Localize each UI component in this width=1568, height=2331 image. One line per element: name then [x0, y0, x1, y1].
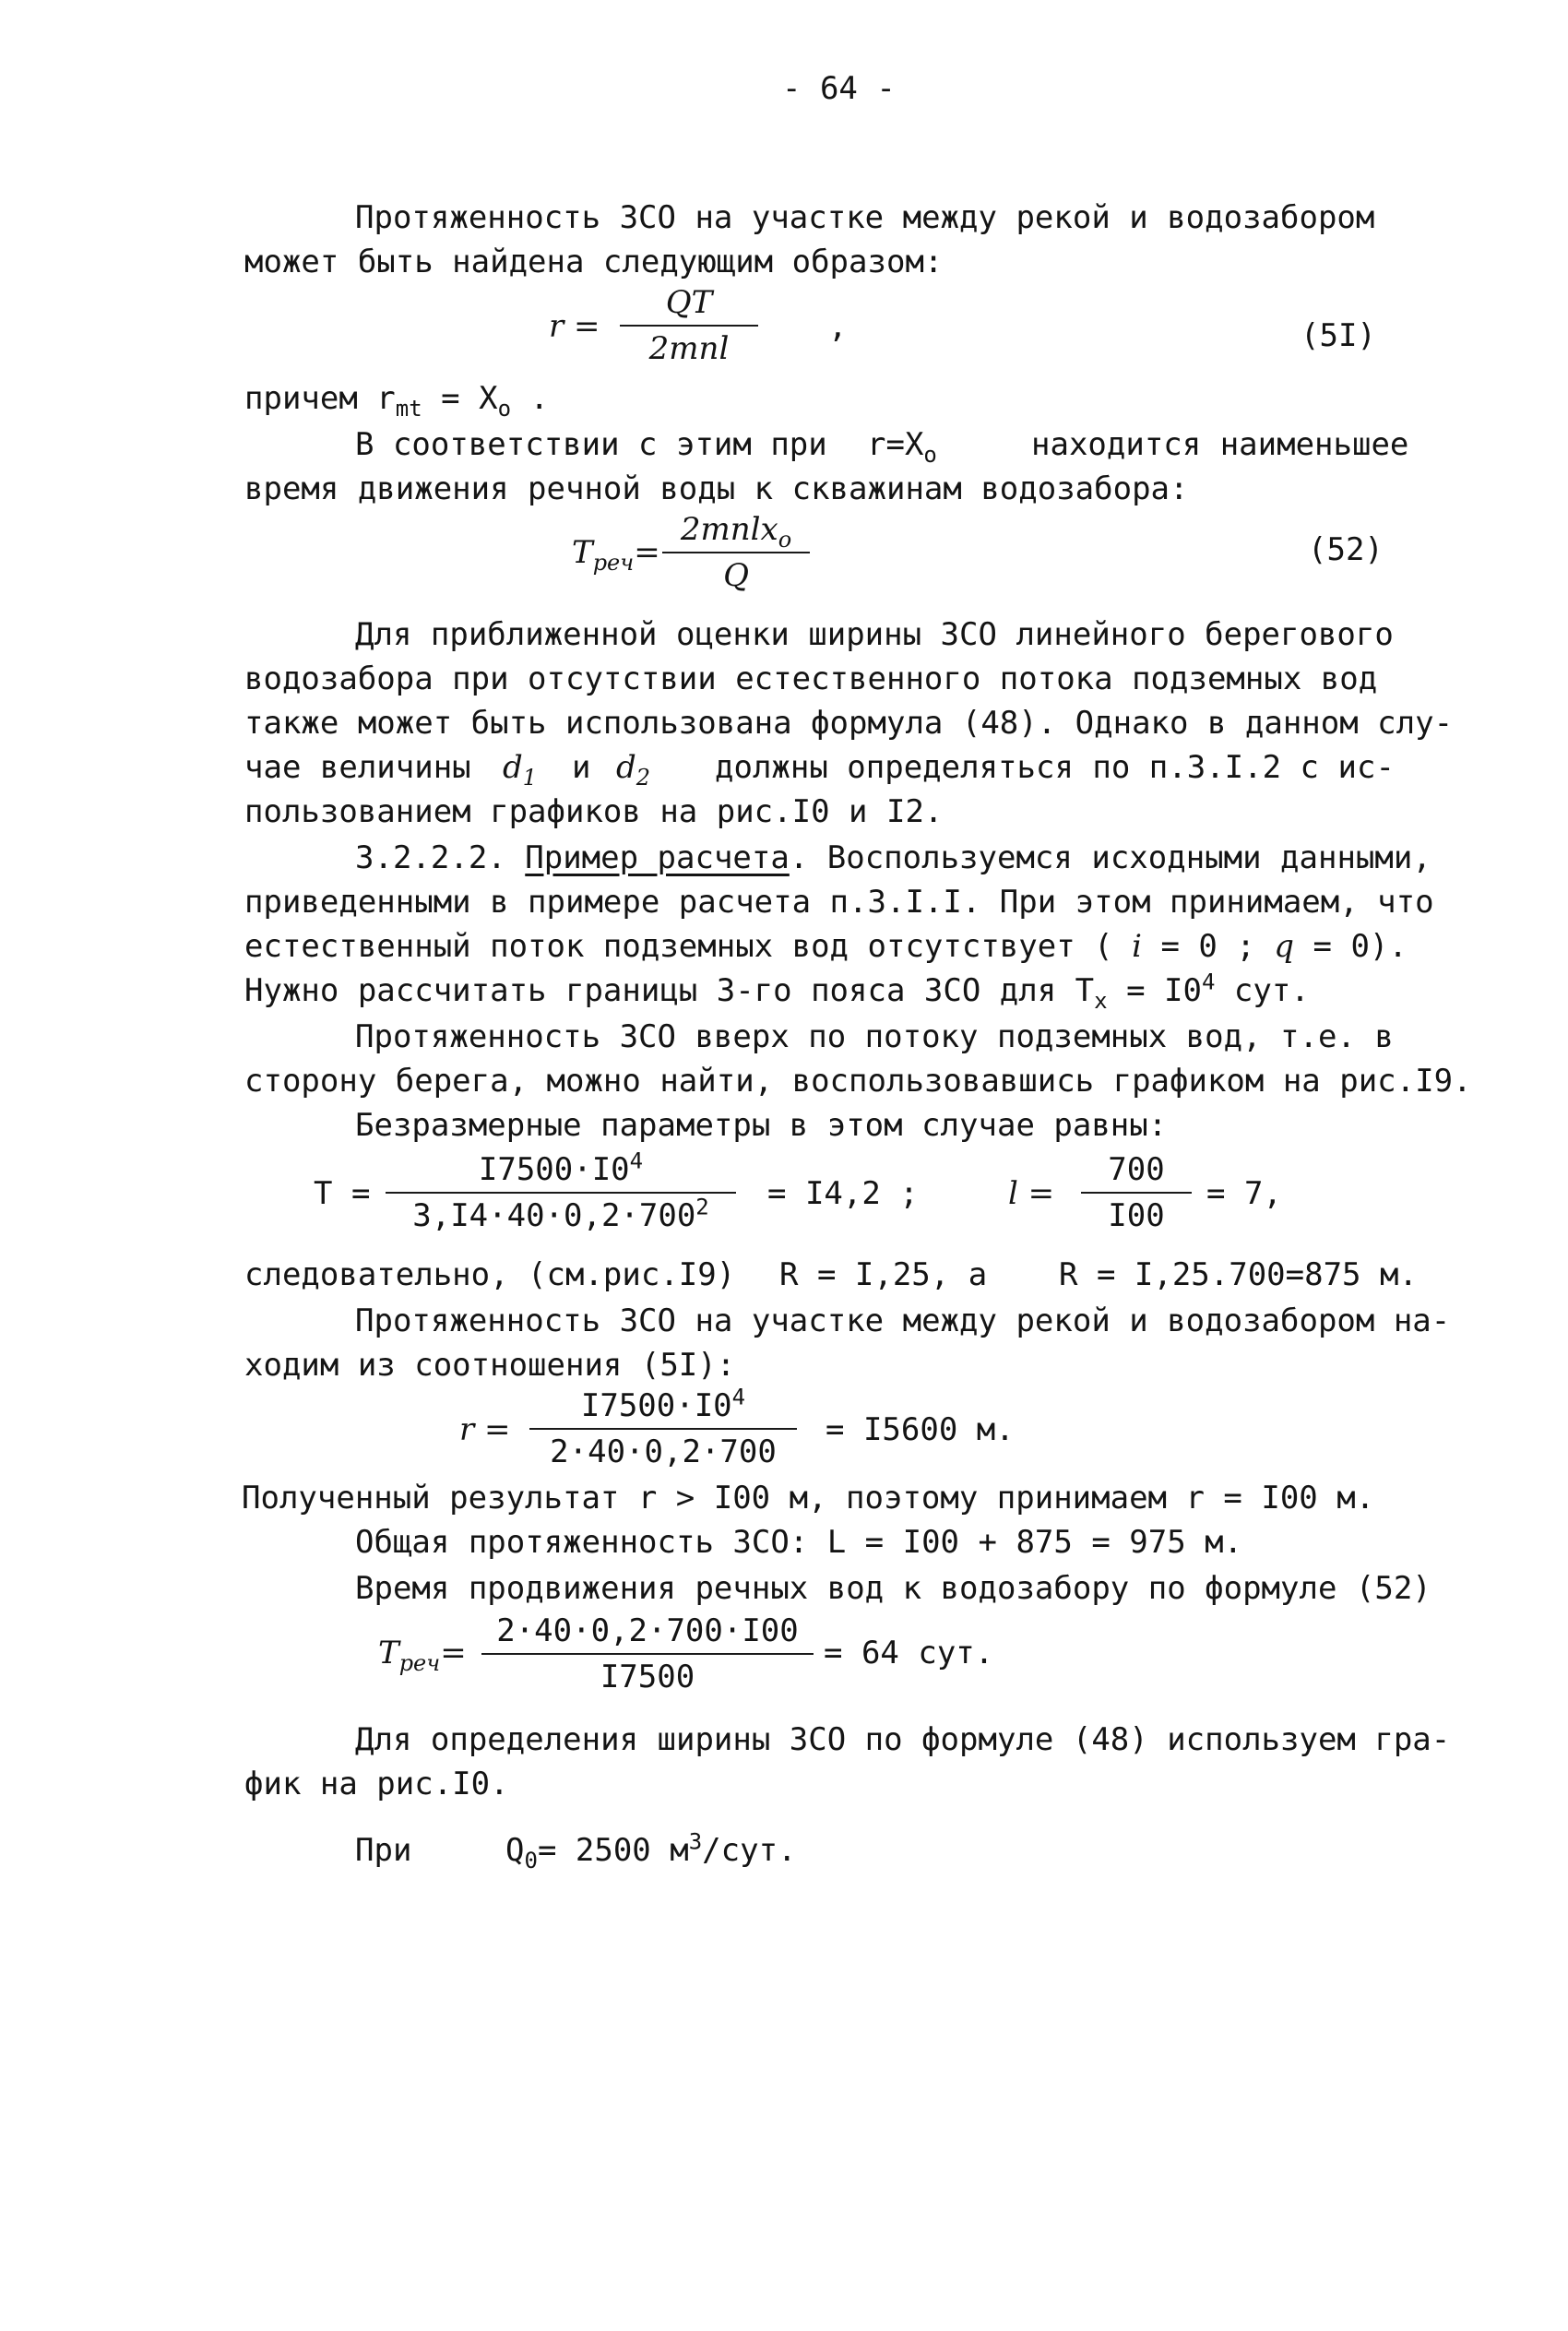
- formula-r-result: = I5600 м.: [826, 1411, 1015, 1448]
- text-line: [244, 924, 1408, 969]
- fraction-bar: [1081, 1192, 1192, 1194]
- text-line: Полученный результат r > I00 м, поэтому принимаем r = I00 м.: [242, 1480, 1375, 1516]
- text-line: [244, 969, 1310, 1013]
- text-line: Время продвижения речных вод к водозабору по формуле (52): [355, 1570, 1431, 1607]
- text-span: [867, 422, 937, 467]
- fraction-bar: [386, 1192, 736, 1194]
- text-line: Протяженность ЗСО на участке между рекой и водозабором: [355, 199, 1375, 236]
- subscript: 1: [522, 764, 538, 791]
- subscript: x: [1094, 987, 1108, 1014]
- text-line: [505, 1828, 797, 1873]
- text-span: чае величины: [244, 749, 471, 786]
- text-span: должны определяться по п.3.I.2 с ис-: [715, 749, 1395, 786]
- subscript: o: [923, 441, 937, 468]
- subscript: mt: [395, 395, 422, 422]
- text-line: может быть найдена следующим образом:: [244, 244, 944, 280]
- text-span: /сут.: [702, 1832, 797, 1869]
- formula-l-result: = 7,: [1206, 1175, 1282, 1212]
- formula-52-numerator: [662, 509, 810, 553]
- subscript: реч: [398, 1649, 441, 1676]
- formula-52-denominator: Q: [723, 557, 749, 594]
- text-line: ходим из соотношения (5I):: [244, 1347, 736, 1384]
- superscript: 4: [1201, 969, 1216, 995]
- formula-52-label: (52): [1308, 531, 1384, 568]
- text-span: [779, 1253, 987, 1297]
- formula-treq-numerator: 2·40·0,2·700·I00: [496, 1612, 799, 1649]
- text-line: фик на рис.I0.: [244, 1766, 509, 1802]
- formula-51-comma: ,: [828, 308, 848, 345]
- text-span: I7500·I0: [478, 1151, 630, 1188]
- formula-l-fraction: [1081, 1149, 1192, 1236]
- text-span: q: [1274, 928, 1295, 965]
- text-span: = I,25, а: [798, 1256, 988, 1293]
- formula-r-lhs: r =: [459, 1411, 511, 1448]
- formula-treq-denominator: I7500: [600, 1659, 695, 1695]
- formula-t-numerator: [386, 1149, 736, 1190]
- section-number: 3.2.2.2.: [355, 839, 506, 876]
- text-line: время движения речной воды к скважинам водозабора:: [244, 470, 1189, 507]
- formula-treq-lhs: [378, 1631, 467, 1675]
- formula-t-lhs: T =: [314, 1175, 371, 1212]
- fraction-bar: [481, 1653, 814, 1655]
- text-span: = 2500 м: [537, 1832, 689, 1869]
- text-span: Q: [505, 1832, 525, 1869]
- formula-52-fraction: [662, 509, 810, 596]
- formula-l-lhs: l =: [1008, 1175, 1055, 1212]
- text-line: Общая протяженность ЗСО: L = I00 + 875 = 975 м.: [355, 1524, 1243, 1561]
- formula-51-label: (5I): [1301, 317, 1376, 354]
- text-line: приведенными в примере расчета п.3.I.I. При этом принимаем, что: [244, 884, 1434, 921]
- text-span: = 0).: [1294, 928, 1408, 965]
- text-span: Нужно рассчитать границы 3-го пояса ЗСО для T: [244, 972, 1095, 1009]
- text-line: Для приближенной оценки ширины ЗСО линейного берегового: [355, 616, 1394, 653]
- text-span: .: [511, 380, 549, 417]
- formula-r-fraction: [529, 1386, 797, 1472]
- superscript: 2: [695, 1194, 709, 1220]
- formula-51-numerator: QT: [665, 284, 713, 321]
- text-span: сут.: [1215, 972, 1310, 1009]
- formula-t-fraction: [386, 1149, 736, 1236]
- formula-r-numerator: [529, 1386, 797, 1426]
- text-line: Протяженность ЗСО на участке между рекой и водозабором на-: [355, 1302, 1451, 1339]
- subscript: o: [497, 395, 512, 422]
- text-line: Протяженность ЗСО вверх по потоку подземных вод, т.е. в: [355, 1018, 1394, 1055]
- text-line: сторону берега, можно найти, воспользовавшись графиком на рис.I9.: [244, 1063, 1472, 1100]
- text-span: =: [634, 534, 660, 571]
- formula-51-fraction: [620, 282, 758, 369]
- text-span: естественный поток подземных вод отсутствует (: [244, 928, 1113, 965]
- text-span: d: [616, 749, 636, 786]
- text-line: пользованием графиков на рис.I0 и I2.: [244, 793, 944, 830]
- formula-t-result: = I4,2 ;: [767, 1175, 919, 1212]
- superscript: 4: [731, 1384, 746, 1410]
- superscript: 4: [629, 1148, 644, 1174]
- formula-l-denominator: I00: [1108, 1197, 1165, 1234]
- text-span: В соответствии с этим при: [355, 426, 827, 463]
- text-line: водозабора при отсутствии естественного потока подземных вод: [244, 660, 1378, 697]
- text-span: . Воспользуемся исходными данными,: [789, 839, 1431, 876]
- text-span: [503, 745, 537, 790]
- text-line: [244, 376, 549, 421]
- subscript: реч: [592, 549, 635, 576]
- text-span: d: [503, 749, 523, 786]
- text-span: R = I,25.700=875 м.: [1059, 1256, 1418, 1293]
- formula-r-denominator: 2·40·0,2·700: [550, 1433, 777, 1470]
- text-span: 3,I4·40·0,2·700: [412, 1197, 696, 1234]
- superscript: 3: [688, 1828, 703, 1855]
- text-span: причем r: [244, 380, 396, 417]
- subscript: 0: [524, 1847, 538, 1873]
- formula-51-lhs: r =: [549, 308, 600, 345]
- text-span: R: [779, 1256, 799, 1293]
- formula-l-numerator: 700: [1108, 1151, 1165, 1188]
- formula-52-lhs: [572, 530, 660, 575]
- formula-t-denominator: [386, 1195, 736, 1236]
- formula-51-denominator: 2mnl: [648, 330, 730, 367]
- text-span: находится наименьшее: [1031, 426, 1409, 463]
- text-line: Безразмерные параметры в этом случае равны:: [355, 1107, 1168, 1144]
- text-line: [355, 836, 1431, 880]
- text-span: r=X: [867, 426, 924, 463]
- text-span: 2mnlx: [680, 511, 778, 548]
- subscript: o: [778, 526, 792, 553]
- text-span: При: [355, 1832, 412, 1869]
- text-span: T: [378, 1635, 399, 1671]
- text-span: и: [572, 749, 591, 786]
- formula-treq-result: = 64 сут.: [824, 1635, 994, 1671]
- text-span: I7500·I0: [580, 1387, 732, 1424]
- text-span: i: [1132, 928, 1142, 965]
- text-span: [616, 745, 650, 790]
- text-span: T: [572, 534, 593, 571]
- text-span: = I0: [1107, 972, 1202, 1009]
- section-heading: Пример расчета: [525, 839, 790, 876]
- text-span: следовательно, (см.рис.I9): [244, 1256, 736, 1293]
- subscript: 2: [636, 764, 651, 791]
- text-span: =: [440, 1635, 467, 1671]
- page-number: - 64 -: [782, 70, 896, 107]
- formula-treq-fraction: [481, 1611, 814, 1697]
- text-line: также может быть использована формула (48). Однако в данном слу-: [244, 705, 1454, 742]
- text-span: = X: [422, 380, 498, 417]
- text-line: Для определения ширины ЗСО по формуле (48) используем гра-: [355, 1721, 1451, 1758]
- fraction-bar: [620, 325, 758, 327]
- fraction-bar: [529, 1428, 797, 1430]
- text-span: = 0 ;: [1141, 928, 1255, 965]
